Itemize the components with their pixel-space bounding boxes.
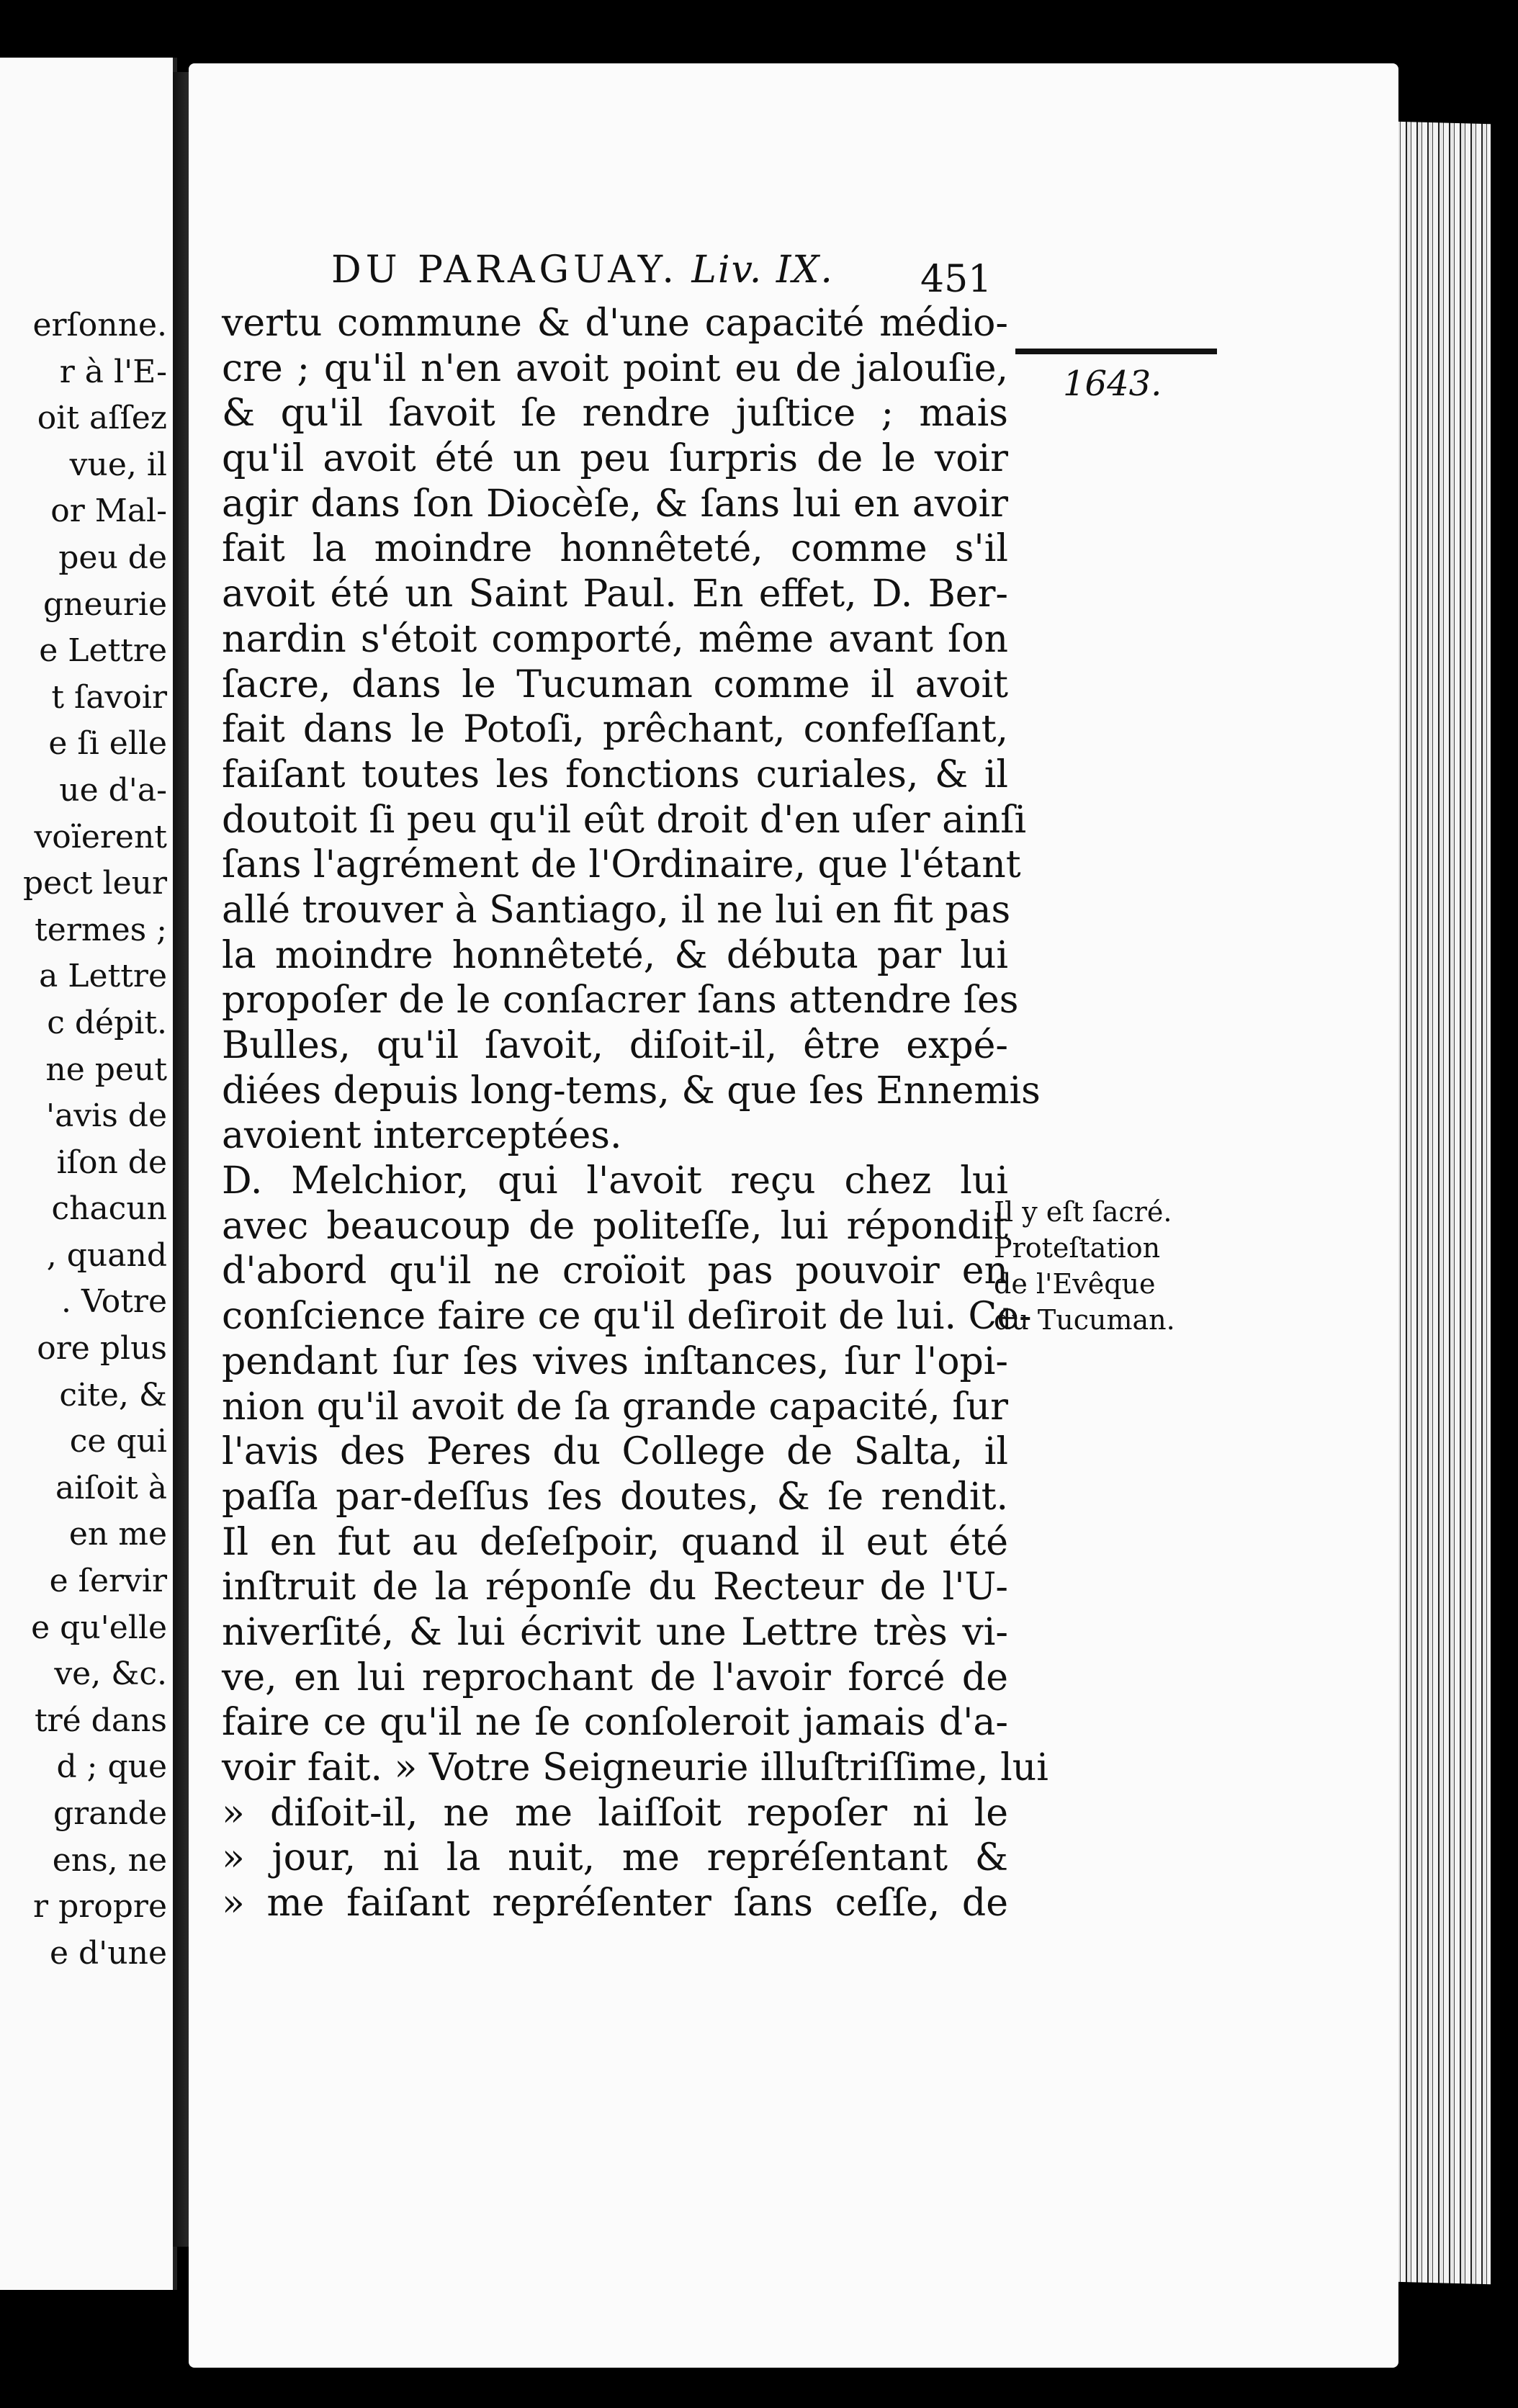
- text-line: diées depuis long-tems, & que ſes Ennemis: [222, 1069, 1041, 1113]
- left-page-line: ue d'a-: [59, 771, 167, 809]
- running-header-liv: Liv. IX.: [691, 248, 834, 292]
- running-header-book: DU PARAGUAY.: [331, 248, 678, 292]
- text-line: faire ce qu'il ne ſe conſoleroit jamais d'a-: [222, 1701, 1008, 1745]
- page-number: 451: [920, 258, 992, 301]
- left-page-line: r propre: [33, 1888, 167, 1926]
- left-page-line: tré dans: [34, 1702, 167, 1739]
- text-line: » diſoit-il, ne me laiſſoit repoſer ni le: [222, 1791, 1008, 1835]
- left-page-line: peu de: [58, 539, 167, 576]
- left-page-line: vue, il: [69, 446, 167, 483]
- text-line: fait dans le Potoſi, prêchant, confeſſant,: [222, 708, 1008, 752]
- left-page-line: chacun: [51, 1190, 167, 1228]
- left-page: [0, 58, 177, 2290]
- left-page-line: ne peut: [45, 1051, 167, 1088]
- text-line: faiſant toutes les fonctions curiales, & il: [222, 752, 1008, 796]
- text-line: ſacre, dans le Tucuman comme il avoit: [222, 662, 1008, 706]
- margin-note-line: du Tucuman.: [994, 1304, 1175, 1336]
- text-line: fait la moindre honnêteté, comme s'il: [222, 527, 1008, 571]
- text-line: avoient interceptées.: [222, 1114, 622, 1158]
- left-page-line: e Lettre: [39, 632, 167, 670]
- running-header: [331, 248, 834, 292]
- left-page-line: a Lettre: [39, 958, 167, 995]
- text-line: Bulles, qu'il ſavoit, diſoit-il, être expé-: [222, 1024, 1008, 1067]
- text-line: Il en fut au deſeſpoir, quand il eut été: [222, 1520, 1008, 1564]
- body-text: [222, 301, 1048, 1926]
- text-line: agir dans ſon Diocèſe, & ſans lui en avoir: [222, 482, 1008, 526]
- margin-note-line: Il y eſt ſacré.: [994, 1196, 1172, 1228]
- margin-note-line: de l'Evêque: [994, 1268, 1156, 1300]
- margin-note: [994, 1194, 1210, 1338]
- left-page-line: termes ;: [35, 911, 167, 948]
- text-line: & qu'il ſavoit ſe rendre juſtice ; mais: [222, 392, 1008, 436]
- left-page-line: or Mal-: [50, 493, 167, 530]
- text-line: pendant ſur ſes vives inſtances, ſur l'opi-: [222, 1339, 1008, 1383]
- text-line: l'avis des Peres du College de Salta, il: [222, 1430, 1008, 1474]
- text-line: vertu commune & d'une capacité médio-: [222, 302, 1008, 345]
- text-line: qu'il avoit été un peu ſurpris de le voir: [222, 437, 1008, 481]
- left-page-line: voïerent: [34, 818, 167, 855]
- text-line: allé trouver à Santiago, il ne lui en fit pas: [222, 888, 1011, 932]
- margin-year: 1643.: [1063, 364, 1162, 404]
- left-page-line: . Votre: [61, 1283, 167, 1321]
- left-page-line: e d'une: [49, 1934, 167, 1972]
- left-page-line: cite, &: [59, 1376, 167, 1414]
- left-page-line: d ; que: [56, 1748, 167, 1786]
- text-line: cre ; qu'il n'en avoit point eu de jalouſie,: [222, 346, 1008, 390]
- left-page-line: pect leur: [23, 865, 167, 902]
- margin-note-line: Proteſtation: [994, 1232, 1161, 1264]
- text-line: nion qu'il avoit de ſa grande capacité, ſur: [222, 1385, 1008, 1429]
- left-page-line: , quand: [46, 1236, 167, 1274]
- text-line: avec beaucoup de politeſſe, lui répondit: [222, 1204, 1008, 1248]
- text-line: inſtruit de la réponſe du Recteur de l'U-: [222, 1565, 1008, 1609]
- text-line: » me faiſant repréſenter ſans ceſſe, de: [222, 1882, 1008, 1926]
- text-line: ſans l'agrément de l'Ordinaire, que l'étant: [222, 843, 1021, 887]
- left-page-text: [0, 302, 167, 1977]
- text-line: d'abord qu'il ne croïoit pas pouvoir en: [222, 1249, 1008, 1293]
- left-page-line: oit aſſez: [37, 400, 167, 437]
- text-line: D. Melchior, qui l'avoit reçu chez lui: [222, 1159, 1008, 1203]
- text-line: conſcience faire ce qu'il deſiroit de lui. Ce-: [222, 1295, 1032, 1339]
- text-line: la moindre honnêteté, & débuta par lui: [222, 933, 1008, 977]
- left-page-line: e qu'elle: [31, 1609, 167, 1646]
- left-page-line: erſonne.: [32, 307, 167, 343]
- left-page-line: e ſi elle: [48, 725, 167, 763]
- left-page-line: c dépit.: [47, 1004, 167, 1041]
- left-page-line: grande: [53, 1795, 167, 1832]
- text-line: avoit été un Saint Paul. En effet, D. Ber-: [222, 572, 1008, 616]
- left-page-line: ve, &c.: [54, 1656, 167, 1693]
- margin-rule: [1015, 349, 1217, 354]
- text-line: doutoit ſi peu qu'il eût droit d'en uſer ainſi: [222, 798, 1027, 842]
- left-page-line: en me: [68, 1516, 167, 1553]
- left-page-line: ens, ne: [52, 1841, 167, 1879]
- text-line: niverſité, & lui écrivit une Lettre très vi-: [222, 1610, 1008, 1654]
- left-page-line: t ſavoir: [51, 678, 167, 716]
- text-line: ve, en lui reprochant de l'avoir forcé de: [222, 1656, 1008, 1699]
- left-page-line: iſon de: [56, 1144, 167, 1181]
- left-page-line: 'avis de: [45, 1097, 167, 1135]
- text-line: paſſa par-deſſus ſes doutes, & ſe rendit.: [222, 1475, 1008, 1519]
- left-page-line: r à l'E-: [59, 353, 167, 390]
- text-line: » jour, ni la nuit, me repréſentant &: [222, 1836, 1008, 1880]
- text-line: voir fait. » Votre Seigneurie illuſtriſſime, lui: [222, 1746, 1048, 1789]
- left-page-line: gneurie: [42, 585, 167, 623]
- left-page-line: e ſervir: [49, 1563, 167, 1600]
- left-page-line: ce qui: [69, 1423, 167, 1460]
- left-page-line: ore plus: [37, 1330, 167, 1367]
- text-line: nardin s'étoit comporté, même avant ſon: [222, 617, 1008, 661]
- left-page-line: aiſoit à: [55, 1469, 167, 1506]
- text-line: propoſer de le conſacrer ſans attendre ſes: [222, 979, 1019, 1023]
